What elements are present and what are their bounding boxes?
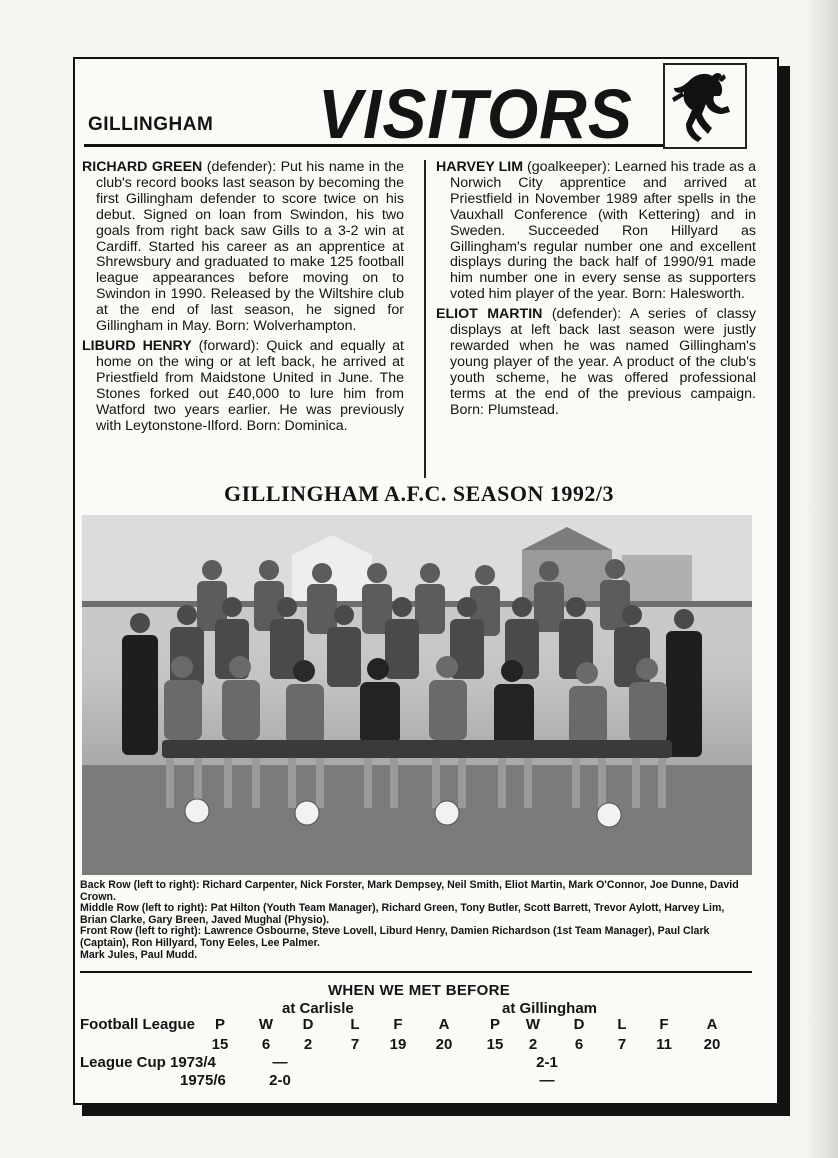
- table-header-cell: W: [258, 1016, 274, 1033]
- venue-home: at Gillingham: [502, 1000, 598, 1017]
- table-header-cell: L: [617, 1016, 627, 1033]
- venue-away: at Carlisle: [282, 1000, 354, 1017]
- table-row-label: League Cup 1973/4: [80, 1054, 216, 1071]
- table-cell: —: [272, 1054, 288, 1071]
- bio-text: (goalkeeper): Learned his trade as a Norwich City apprentice and arrived at Priestfield in November 1989 after spells in the Vauxhall Conference (with Kettering) and in Sweden. Succeeded Ron Hillyard as Gillingham's regular number one and excellent displays during the back half of 1990/91 made him number one in every sense as supporters voted him player of the year. Born: Halesworth.: [450, 159, 756, 303]
- table-header-cell: W: [525, 1016, 541, 1033]
- record-title: WHEN WE MET BEFORE: [327, 982, 511, 999]
- club-name: GILLINGHAM: [88, 114, 214, 135]
- table-header-cell: D: [302, 1016, 314, 1033]
- table-row-label: Football League: [80, 1016, 196, 1033]
- caption-middle-row: Middle Row (left to right): Pat Hilton (Youth Team Manager), Richard Green, Tony Butler, Scott Barrett, Trevor Aylott, Harvey Lim, Brian Clarke, Gary Breen, Javed Mughal (Physio).: [80, 902, 725, 926]
- team-photo-illustration: [82, 515, 752, 875]
- table-header-cell: D: [573, 1016, 585, 1033]
- caption-back-row: Back Row (left to right): Richard Carpenter, Nick Forster, Mark Dempsey, Neil Smith, Eliot Martin, Mark O'Connor, Joe Dunne, David Crown.: [80, 879, 739, 903]
- table-header-cell: L: [350, 1016, 360, 1033]
- team-photo: [82, 515, 752, 875]
- table-header-cell: P: [214, 1016, 225, 1033]
- visitors-title: VISITORS: [318, 75, 633, 153]
- table-cell: 7: [350, 1036, 360, 1053]
- table-cell: 15: [211, 1036, 229, 1053]
- bio-liburd-henry: [82, 339, 404, 434]
- bio-name: HARVEY LIM: [436, 159, 524, 175]
- table-cell: 2: [303, 1036, 313, 1053]
- table-cell: 7: [617, 1036, 627, 1053]
- table-cell: 11: [656, 1036, 672, 1053]
- bio-text: (defender): Put his name in the club's record books last season by becoming the first Gillingham defender to score twice on his debut. Signed on loan from Swindon, his two goals from right back saw Gills to a 3-2 win at Cardiff. Started his career as an apprentice at Shrewsbury and graduated to make 125 football league appearances before moving on to Swindon in 1990. Released by the Wiltshire club at the end of last season, he signed for Gillingham in May. Born: Wolverhampton.: [96, 159, 404, 335]
- season-title: GILLINGHAM A.F.C. SEASON 1992/3: [224, 481, 614, 506]
- table-cell: 20: [703, 1036, 721, 1053]
- table-cell: 6: [261, 1036, 271, 1053]
- bios-right-column: [436, 160, 756, 423]
- bio-text: (defender): A series of classy displays at left back last season were justly rewarded when he was named Gillingham's young player of the year. A product of the club's youth scheme, he was offered professional terms at the end of the previous campaign. Born: Plumstead.: [450, 306, 756, 418]
- photo-caption: [80, 880, 752, 961]
- table-rule: [80, 971, 752, 973]
- table-cell: 2-0: [269, 1072, 291, 1089]
- bio-name: RICHARD GREEN: [82, 159, 203, 175]
- table-cell: 2: [528, 1036, 538, 1053]
- table-cell: 20: [435, 1036, 453, 1053]
- table-cell: 6: [574, 1036, 584, 1053]
- column-divider: [424, 160, 426, 478]
- bios-left-column: [82, 160, 404, 438]
- table-header-cell: F: [393, 1016, 403, 1033]
- bio-eliot-martin: [436, 307, 756, 418]
- table-row-label: 1975/6: [180, 1072, 226, 1089]
- table-header-cell: A: [438, 1016, 450, 1033]
- table-cell: 2-1: [536, 1054, 558, 1071]
- bio-name: ELIOT MARTIN: [436, 306, 543, 323]
- table-cell: —: [539, 1072, 555, 1089]
- caption-front-row: Front Row (left to right): Lawrence Osbourne, Steve Lovell, Liburd Henry, Damien Richardson (1st Team Manager), Paul Clark (Captain), Ron Hillyard, Tony Eeles, Lee Palmer.: [80, 925, 710, 949]
- table-cell: 15: [486, 1036, 504, 1053]
- table-cell: 19: [389, 1036, 407, 1053]
- rampant-horse-icon: [662, 62, 748, 150]
- bio-text: (forward): Quick and equally at home on the wing or at left back, he arrived at Priestfield from Maidstone United in June. The Stones forked out £40,000 to lure him from Watford two years earlier. He was previously with Leytonstone-Ilford. Born: Dominica.: [96, 337, 404, 434]
- bio-name: LIBURD HENRY: [82, 337, 192, 354]
- table-header-cell: F: [659, 1016, 669, 1033]
- caption-extra: Mark Jules, Paul Mudd.: [80, 948, 198, 961]
- table-header-cell: A: [706, 1016, 718, 1033]
- bio-richard-green: [82, 160, 404, 335]
- bio-harvey-lim: [436, 160, 756, 303]
- table-header-cell: P: [489, 1016, 500, 1033]
